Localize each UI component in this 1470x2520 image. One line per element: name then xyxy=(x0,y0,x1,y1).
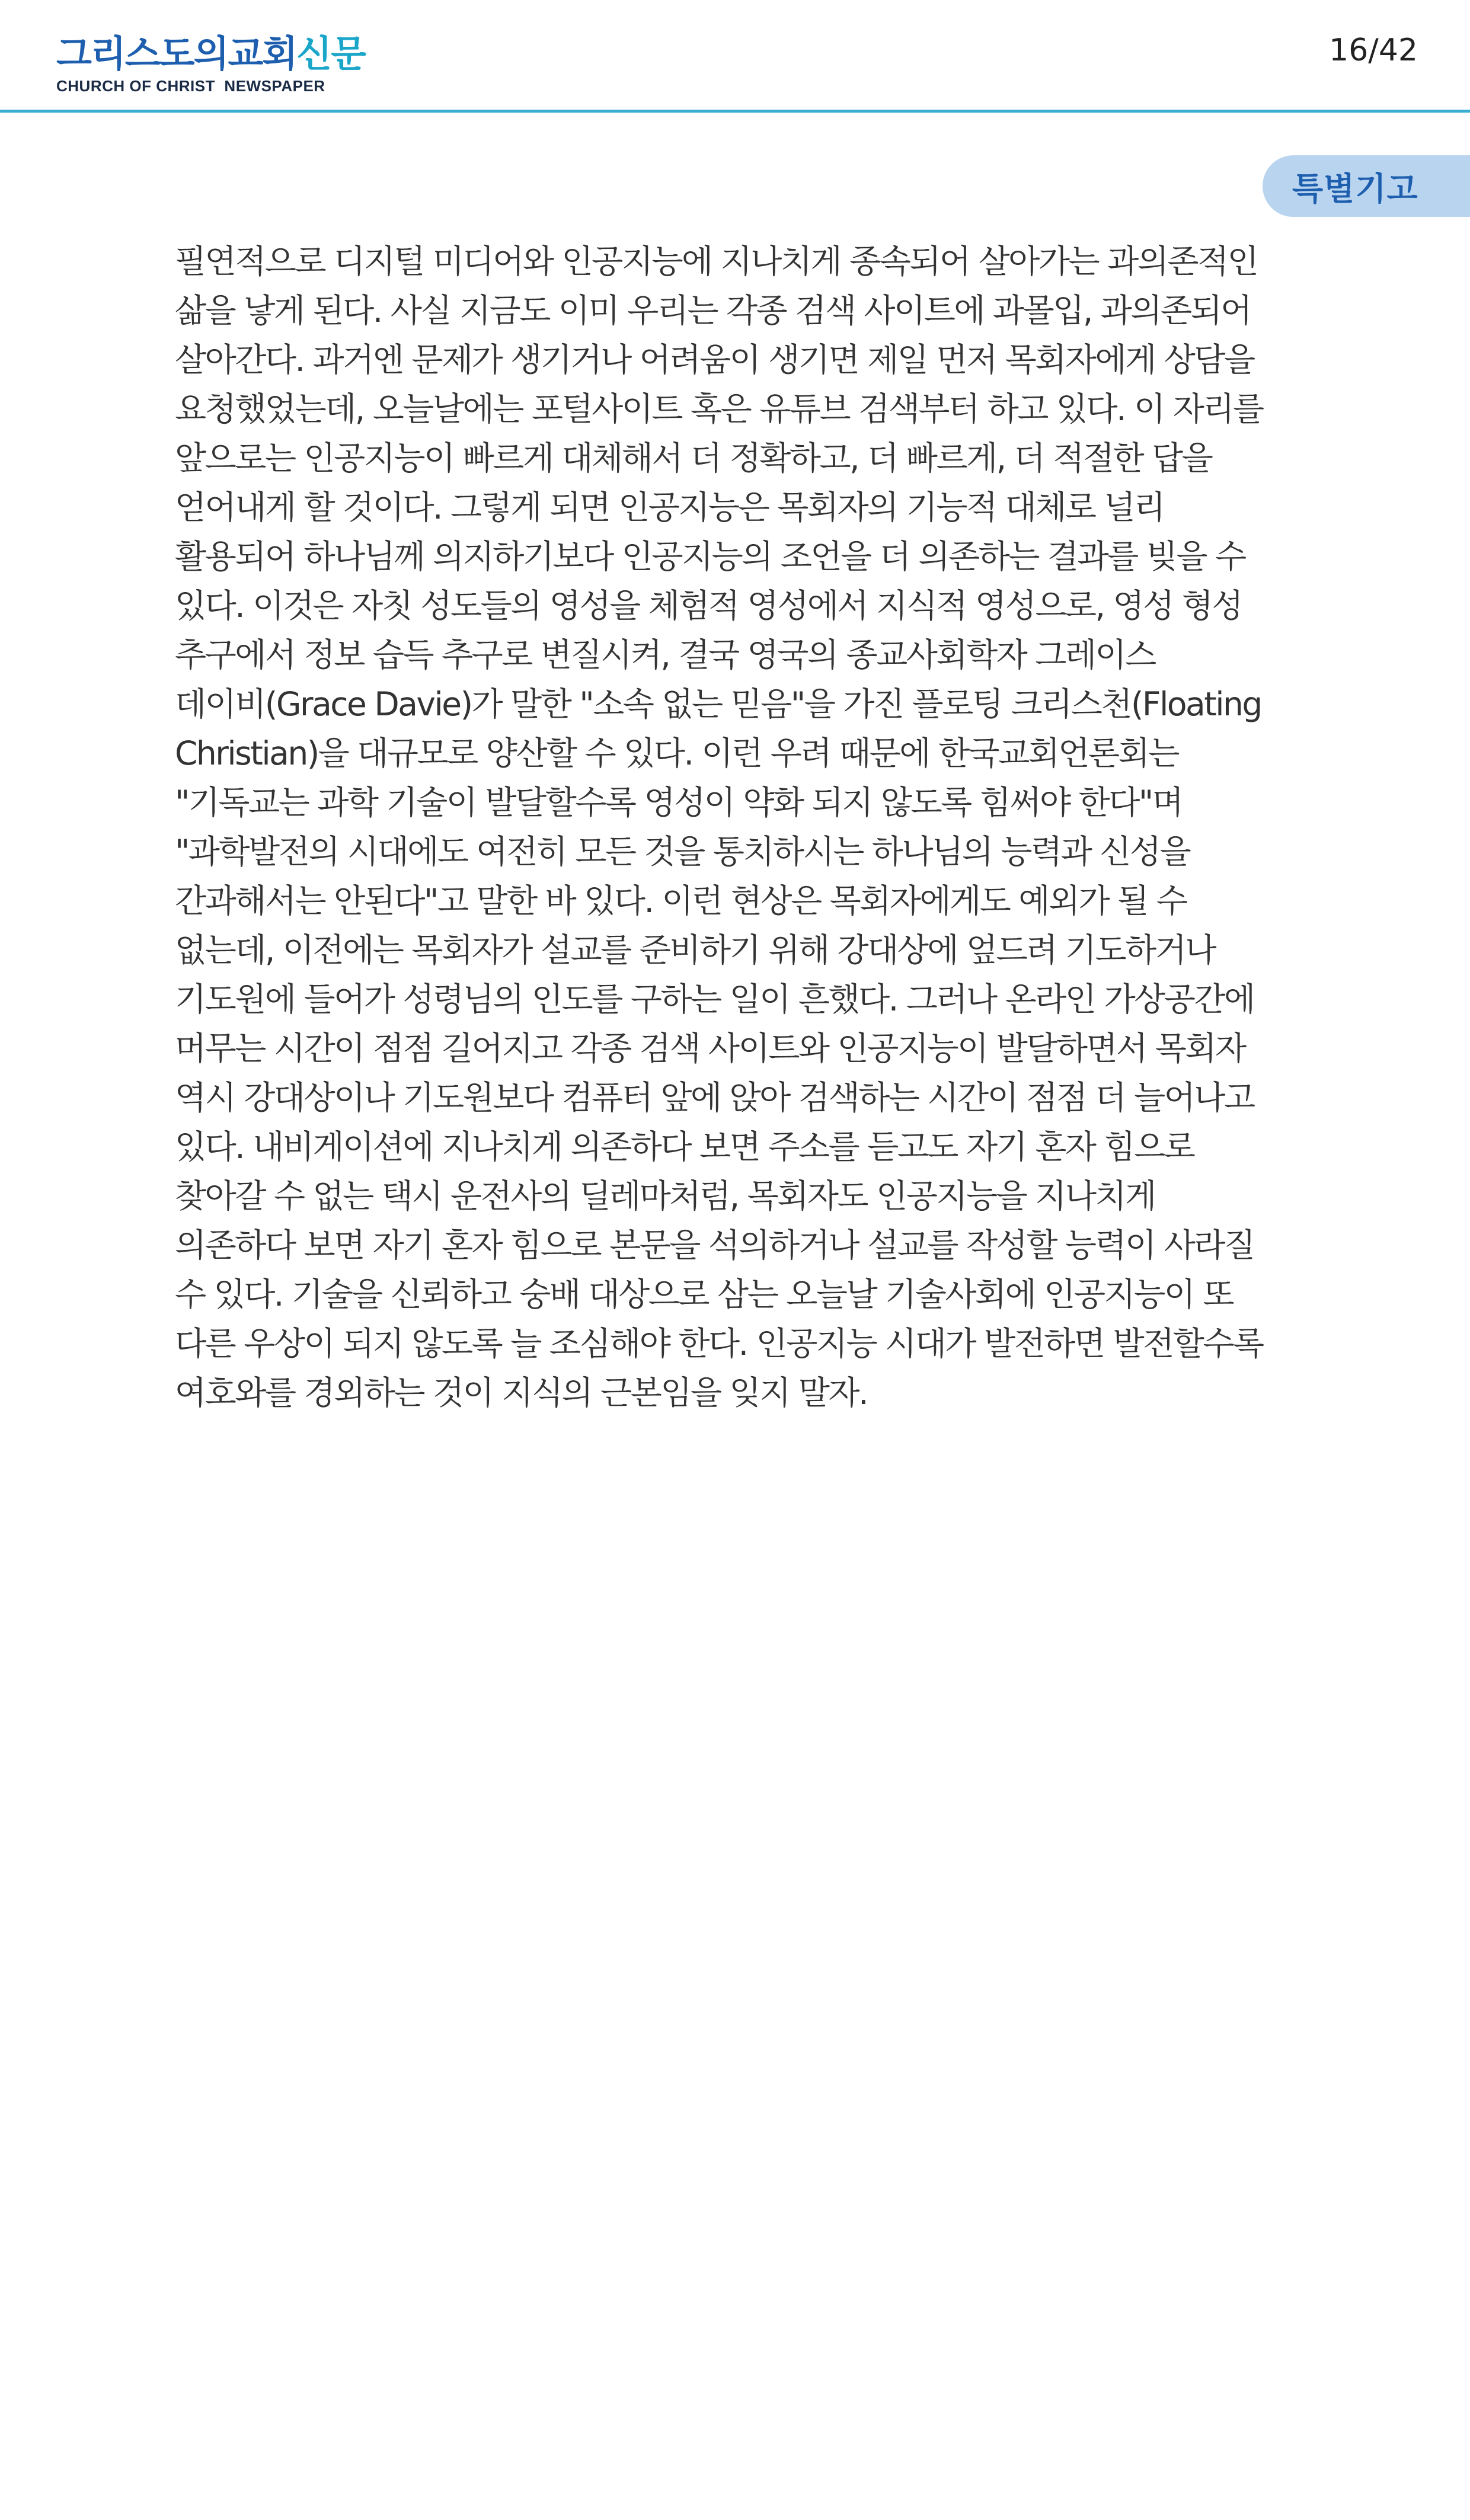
article-line: 의존하다 보면 자기 혼자 힘으로 본문을 석의하거나 설교를 작성할 능력이 사라질 xyxy=(175,1226,1254,1264)
article-body xyxy=(175,237,1295,1418)
article-line: 살아간다. 과거엔 문제가 생기거나 어려움이 생기면 제일 먼저 목회자에게 상담을 xyxy=(175,341,1254,379)
article-line: 있다. 이것은 자칫 성도들의 영성을 체험적 영성에서 지식적 영성으로, 영성 형성 xyxy=(175,587,1242,625)
article-line: 얻어내게 할 것이다. 그렇게 되면 인공지능은 목회자의 기능적 대체로 널리 xyxy=(175,488,1164,526)
logo-accent-text: 신문 xyxy=(296,32,366,75)
article-line: 수 있다. 기술을 신뢰하고 숭배 대상으로 삼는 오늘날 기술사회에 인공지능이 또 xyxy=(175,1275,1233,1313)
article-line: 활용되어 하나님께 의지하기보다 인공지능의 조언을 더 의존하는 결과를 빚을 수 xyxy=(175,538,1245,575)
masthead xyxy=(0,0,1470,113)
article-line: 데이비(Grace Davie)가 말한 "소속 없는 믿음"을 가진 플로팅 크리스천(Floating xyxy=(175,685,1261,723)
logo-korean-title xyxy=(56,34,365,73)
section-tab xyxy=(1263,155,1470,217)
section-tab-label: 특별기고 xyxy=(1292,170,1418,207)
article-line: 필연적으로 디지털 미디어와 인공지능에 지나치게 종속되어 살아가는 과의존적인 xyxy=(175,242,1258,280)
article-line: 삶을 낳게 된다. 사실 지금도 이미 우리는 각종 검색 사이트에 과몰입, 과의존되어 xyxy=(175,292,1251,330)
newspaper-logo[interactable] xyxy=(56,34,365,95)
logo-english-title: CHURCH OF CHRIST NEWSPAPER xyxy=(56,77,325,95)
article-line: 앞으로는 인공지능이 빠르게 대체해서 더 정확하고, 더 빠르게, 더 적절한 답을 xyxy=(175,439,1212,477)
article-line: 기도원에 들어가 성령님의 인도를 구하는 일이 흔했다. 그러나 온라인 가상공간에 xyxy=(175,980,1254,1018)
article-line: 찾아갈 수 없는 택시 운전사의 딜레마처럼, 목회자도 인공지능을 지나치게 xyxy=(175,1177,1155,1215)
logo-main-text: 그리스도의교회 xyxy=(56,32,297,75)
article-line: 역시 강대상이나 기도원보다 컴퓨터 앞에 앉아 검색하는 시간이 점점 더 늘어나고 xyxy=(175,1079,1254,1117)
article-line: 추구에서 정보 습득 추구로 변질시켜, 결국 영국의 종교사회학자 그레이스 xyxy=(175,636,1155,674)
article-line: 여호와를 경외하는 것이 지식의 근본임을 잊지 말자. xyxy=(175,1374,868,1412)
article-line: 다른 우상이 되지 않도록 늘 조심해야 한다. 인공지능 시대가 발전하면 발전할수록 xyxy=(175,1325,1263,1363)
article-line: 간과해서는 안된다"고 말한 바 있다. 이런 현상은 목회자에게도 예외가 될 수 xyxy=(175,882,1187,920)
article-line: 없는데, 이전에는 목회자가 설교를 준비하기 위해 강대상에 엎드려 기도하거나 xyxy=(175,931,1216,969)
article-line: "과학발전의 시대에도 여전히 모든 것을 통치하시는 하나님의 능력과 신성을 xyxy=(175,833,1190,871)
article-line: 머무는 시간이 점점 길어지고 각종 검색 사이트와 인공지능이 발달하면서 목회자 xyxy=(175,1029,1245,1067)
page-number: 16/42 xyxy=(1329,33,1418,68)
article-line: 있다. 내비게이션에 지나치게 의존하다 보면 주소를 듣고도 자기 혼자 힘으로 xyxy=(175,1128,1194,1166)
article-line: 요청했었는데, 오늘날에는 포털사이트 혹은 유튜브 검색부터 하고 있다. 이 자리를 xyxy=(175,390,1263,428)
article-line: Christian)을 대규모로 양산할 수 있다. 이런 우려 때문에 한국교회언론회는 xyxy=(175,734,1178,772)
article-line: "기독교는 과학 기술이 발달할수록 영성이 약화 되지 않도록 힘써야 한다"며 xyxy=(175,783,1183,821)
